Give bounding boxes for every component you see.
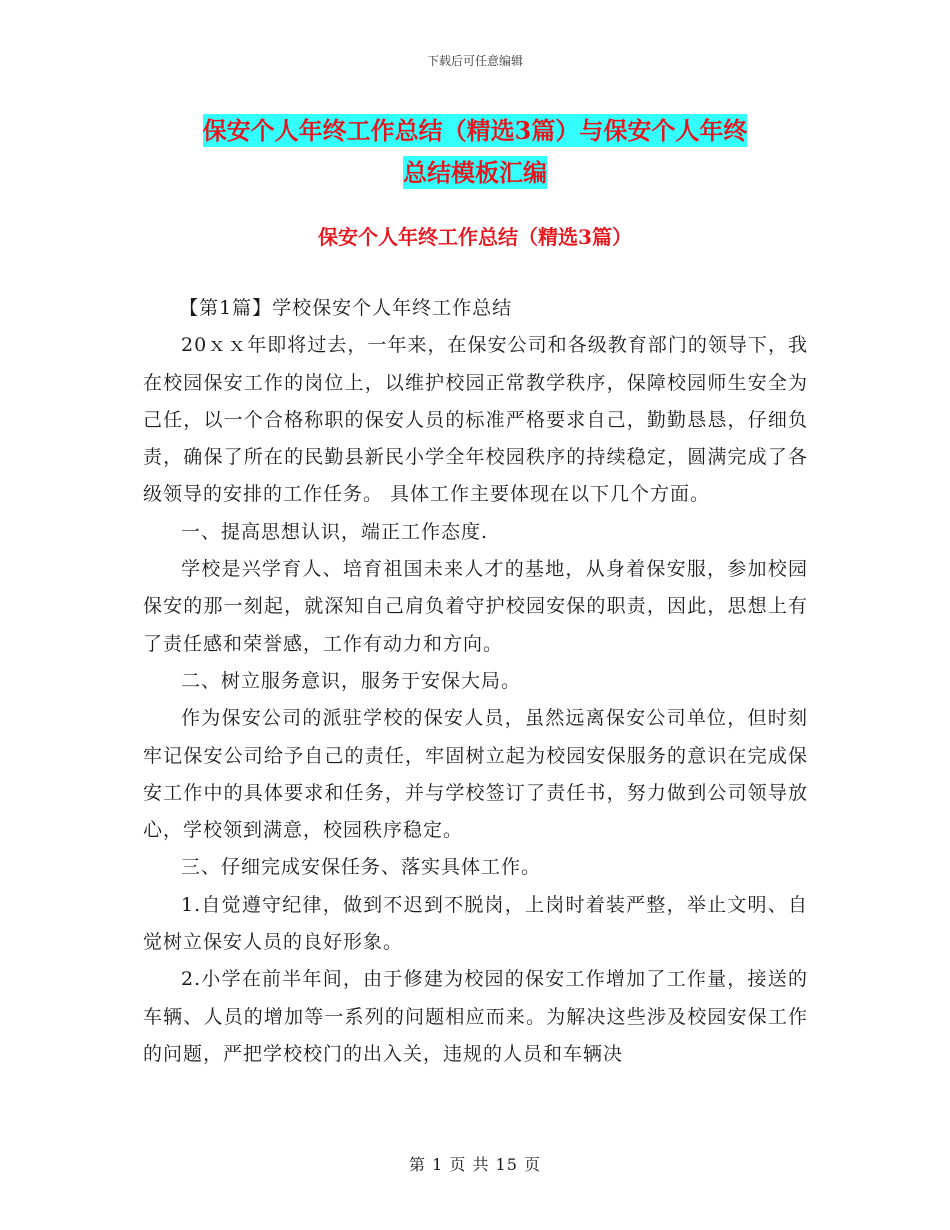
paragraph: 作为保安公司的派驻学校的保安人员，虽然远离保安公司单位，但时刻牢记保安公司给予自己的责任，牢固树立起为校园安保服务的意识在完成保安工作中的具体要求和任务，并与学校签订了责任书，努力做到公司领导放心，学校领到满意，校园秩序稳定。: [143, 707, 808, 842]
paragraph: 一、提高思想认识，端正工作态度.: [181, 520, 489, 543]
paragraph-chapter-heading: 【第1篇】学校保安个人年终工作总结: [179, 297, 513, 319]
title-line-1: 保安个人年终工作总结（精选3篇）与保安个人年终: [202, 116, 748, 145]
paragraph: 2.小学在前半年间，由于修建为校园的保安工作增加了工作量，接送的车辆、人员的增加等一系列的问题相应而来。为解决这些涉及校园安保工作的问题，严把学校校门的出入关，违规的人员和车辆决: [143, 968, 808, 1065]
paragraph: 1.自觉遵守纪律，做到不迟到不脱岗，上岗时着装严整，举止文明、自觉树立保安人员的良好形象。: [143, 893, 808, 954]
paragraph: 三、仔细完成安保任务、落实具体工作。: [181, 856, 542, 879]
document-title: [140, 110, 810, 194]
title-line-2: 总结模板汇编: [403, 158, 547, 187]
paragraph: 学校是兴学育人、培育祖国未来人才的基地，从身着保安服，参加校园保安的那一刻起，就深知自己肩负着守护校园安保的职责，因此，思想上有了责任感和荣誉感，工作有动力和方向。: [143, 558, 808, 655]
body-text: [143, 290, 808, 1073]
paragraph: 20ｘｘ年即将过去，一年来，在保安公司和各级教育部门的领导下，我在校园保安工作的岗位上，以维护校园正常教学秩序，保障校园师生安全为己任，以一个合格称职的保安人员的标准严格要求自己，勤勤恳恳，仔细负责，确保了所在的民勤县新民小学全年校园秩序的持续稳定，圆满完成了各级领导的安排的工作任务。 具体工作主要体现在以下几个方面。: [143, 334, 808, 506]
header-note: 下载后可任意编辑: [426, 54, 523, 68]
page-footer: 第 1 页 共 15 页: [409, 1155, 541, 1174]
paragraph: 二、树立服务意识，服务于安保大局。: [181, 669, 522, 692]
section-title: 保安个人年终工作总结（精选3篇）: [318, 225, 632, 249]
